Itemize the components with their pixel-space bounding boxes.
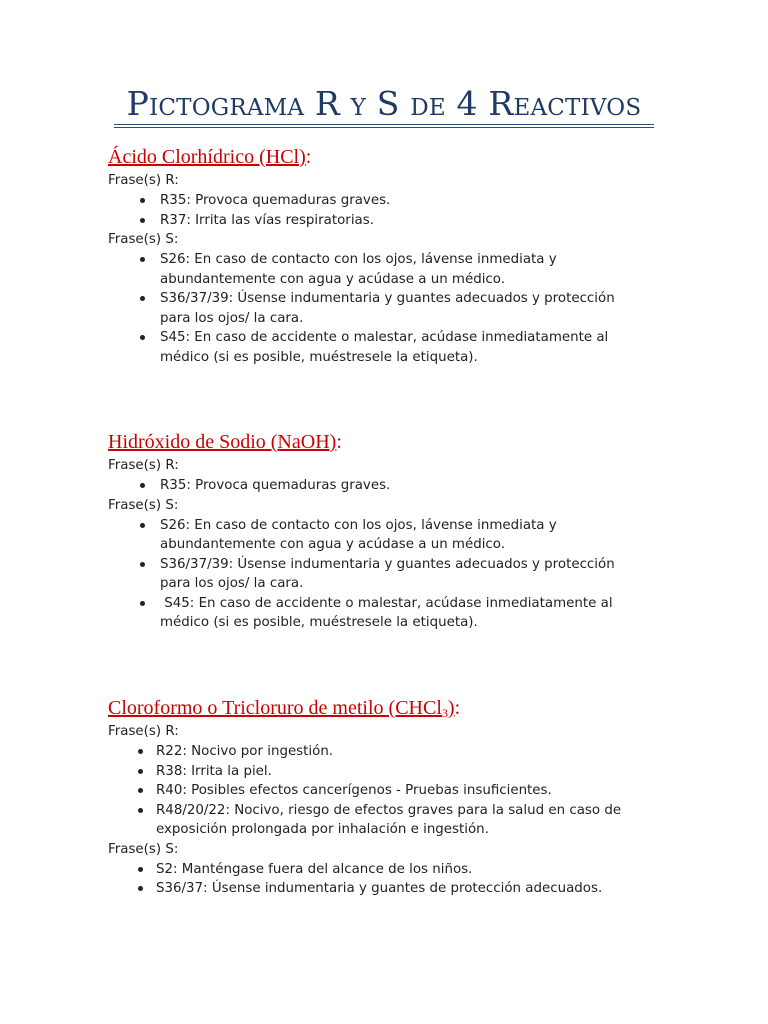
- title-block: [108, 84, 660, 127]
- s-phrases-label: Frase(s) S:: [108, 497, 179, 513]
- list-item: R22: Nocivo por ingestión.: [108, 742, 648, 762]
- page-title: Pictograma R y S de 4 Reactivos: [126, 84, 642, 123]
- list-item: R35: Provoca quemaduras graves.: [108, 191, 648, 211]
- section-heading: [108, 694, 648, 722]
- s-phrases-label: Frase(s) S:: [108, 232, 179, 247]
- list-item: S36/37: Úsense indumentaria y guantes de protección adecuados.: [108, 879, 648, 899]
- heading-close: ): [447, 697, 455, 719]
- r-phrases-list: [108, 742, 648, 840]
- section-heading: [108, 143, 648, 171]
- r-phrases-label: Frase(s) R:: [108, 724, 179, 739]
- list-item: S26: En caso de contacto con los ojos, lávense inmediata y abundantemente con agua y acúdase a un médico.: [108, 250, 648, 289]
- section-naoh: [108, 428, 648, 633]
- title-underline-second: [114, 127, 654, 128]
- s-phrases-label: Frase(s) S:: [108, 841, 179, 857]
- heading-colon: :: [305, 146, 312, 168]
- list-item: R35: Provoca quemaduras graves.: [108, 476, 648, 496]
- list-item: R48/20/22: Nocivo, riesgo de efectos graves para la salud en caso de exposición prolongada por inhalación e ingestión.: [108, 801, 648, 840]
- section-heading-text: Hidróxido de Sodio (NaOH): [108, 431, 337, 453]
- list-item: S36/37/39: Úsense indumentaria y guantes adecuados y protección para los ojos/ la cara.: [108, 555, 648, 594]
- section-hcl: [108, 143, 648, 367]
- list-item: R40: Posibles efectos cancerígenos - Pruebas insuficientes.: [108, 781, 648, 801]
- list-item: S26: En caso de contacto con los ojos, lávense inmediata y abundantemente con agua y acúdase a un médico.: [108, 516, 648, 555]
- list-item: S36/37/39: Úsense indumentaria y guantes adecuados y protección para los ojos/ la cara.: [108, 289, 648, 328]
- list-item: R37: Irrita las vías respiratorias.: [108, 211, 648, 231]
- section-chcl3: [108, 694, 648, 899]
- section-heading: [108, 428, 648, 456]
- section-heading-text: [108, 697, 455, 719]
- list-item: R38: Irrita la piel.: [108, 762, 648, 782]
- s-phrases-list: [108, 250, 648, 367]
- section-heading-text: Ácido Clorhídrico (HCl): [108, 146, 306, 168]
- list-item: S2: Manténgase fuera del alcance de los niños.: [108, 860, 648, 880]
- list-item: S45: En caso de accidente o malestar, acúdase inmediatamente al médico (si es posible, muéstresele la etiqueta).: [108, 594, 648, 633]
- list-item: S45: En caso de accidente o malestar, acúdase inmediatamente al médico (si es posible, muéstresele la etiqueta).: [108, 328, 648, 367]
- title-underline: [114, 124, 654, 125]
- heading-colon: :: [454, 697, 461, 719]
- heading-colon: :: [336, 431, 342, 453]
- heading-subscript: 3: [441, 706, 448, 720]
- r-phrases-list: [108, 476, 648, 496]
- s-phrases-list: [108, 516, 648, 633]
- s-phrases-list: [108, 860, 648, 899]
- r-phrases-label: Frase(s) R:: [108, 173, 179, 188]
- heading-main: Cloroformo o Tricloruro de metilo (CHCl: [108, 697, 442, 719]
- r-phrases-list: [108, 191, 648, 230]
- r-phrases-label: Frase(s) R:: [108, 458, 179, 473]
